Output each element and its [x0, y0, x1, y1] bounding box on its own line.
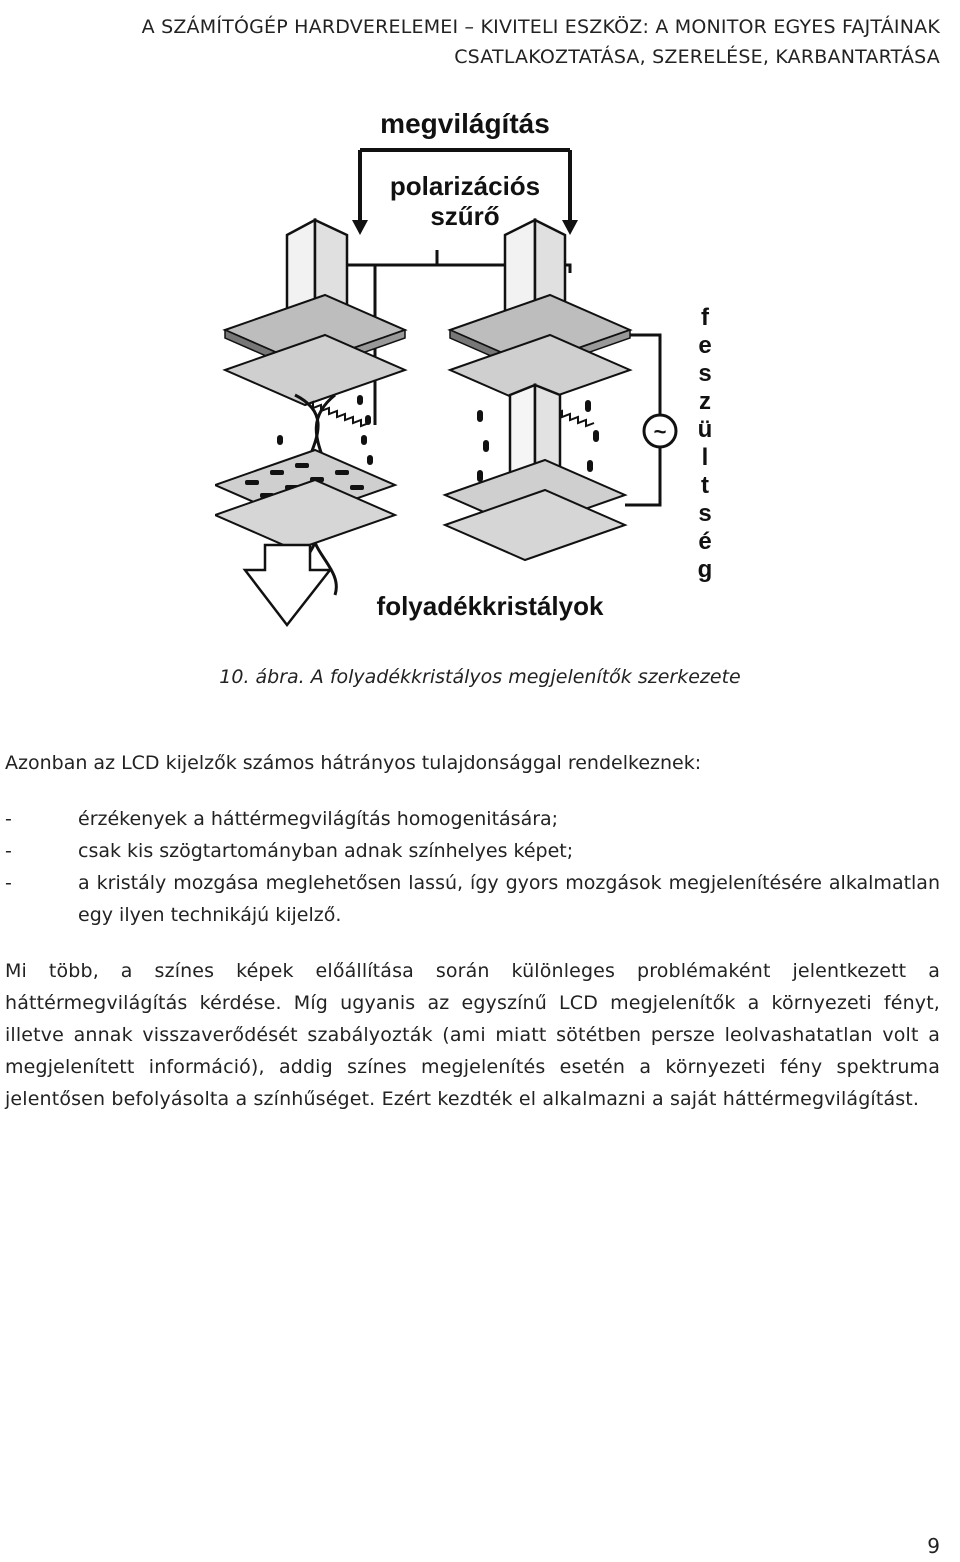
list-item-text: a kristály mozgása meglehetősen lassú, így gyors mozgások megjelenítésére alkalmatlan egy ilyen technikájú kijelző.: [78, 872, 940, 926]
voltage-letter: l: [701, 444, 709, 471]
voltage-letter: s: [698, 360, 712, 387]
list-item: [5, 835, 940, 867]
label-filter: szűrő: [430, 201, 500, 231]
intro-paragraph: Azonban az LCD kijelzők számos hátrányos tulajdonsággal rendelkeznek:: [5, 752, 702, 774]
list-item-text: csak kis szögtartományban adnak színhelyes képet;: [78, 840, 574, 862]
voltage-letter: ü: [697, 416, 713, 443]
lcd-structure-figure: [215, 95, 725, 650]
figure-caption: [0, 666, 960, 688]
caption-text: A folyadékkristályos megjelenítők szerkezete: [310, 666, 741, 688]
disadvantages-list: [5, 803, 940, 931]
voltage-letter: f: [701, 304, 709, 331]
voltage-letter: g: [697, 556, 713, 583]
voltage-letter: e: [698, 332, 712, 359]
body-paragraph: Mi több, a színes képek előállítása során különleges problémaként jelentkezett a háttérmegvilágítás kérdése. Míg ugyanis az egyszínű LCD megjelenítők a környezeti fényt, illetve annak visszaverődését szabályozták (ami miatt sötétben persze leolvashatatlan volt a megjelenített információ), addig színes megjelenítés esetén a környezeti fény spektruma jelentősen befolyásolta a színhűséget. Ezért kezdték el alkalmazni a saját háttérmegvilágítást.: [5, 960, 940, 1110]
label-liquid-crystals: folyadékkristályok: [376, 591, 604, 621]
list-item-text: érzékenyek a háttérmegvilágítás homogenitására;: [78, 808, 559, 830]
voltage-letter: s: [698, 500, 712, 527]
label-illumination: megvilágítás: [380, 108, 550, 139]
list-marker: -: [5, 840, 12, 862]
lcd-structure-diagram: [215, 95, 725, 650]
page-number: 9: [927, 1534, 940, 1558]
voltage-letter: t: [701, 472, 709, 499]
voltage-letter: é: [698, 528, 712, 555]
header-line-2: CSATLAKOZTATÁSA, SZERELÉSE, KARBANTARTÁSA: [454, 46, 940, 68]
voltage-letter: z: [699, 388, 711, 415]
header-line-1: A SZÁMÍTÓGÉP HARDVERELEMEI – KIVITELI ESZKÖZ: A MONITOR EGYES FAJTÁINAK: [141, 16, 940, 38]
list-item: [5, 867, 940, 931]
label-polarizing: polarizációs: [389, 171, 541, 201]
list-item: [5, 803, 940, 835]
page-header: [40, 12, 940, 72]
caption-number: 10. ábra.: [219, 666, 305, 688]
list-marker: -: [5, 872, 12, 894]
ac-symbol: ~: [653, 419, 667, 444]
list-marker: -: [5, 808, 12, 830]
